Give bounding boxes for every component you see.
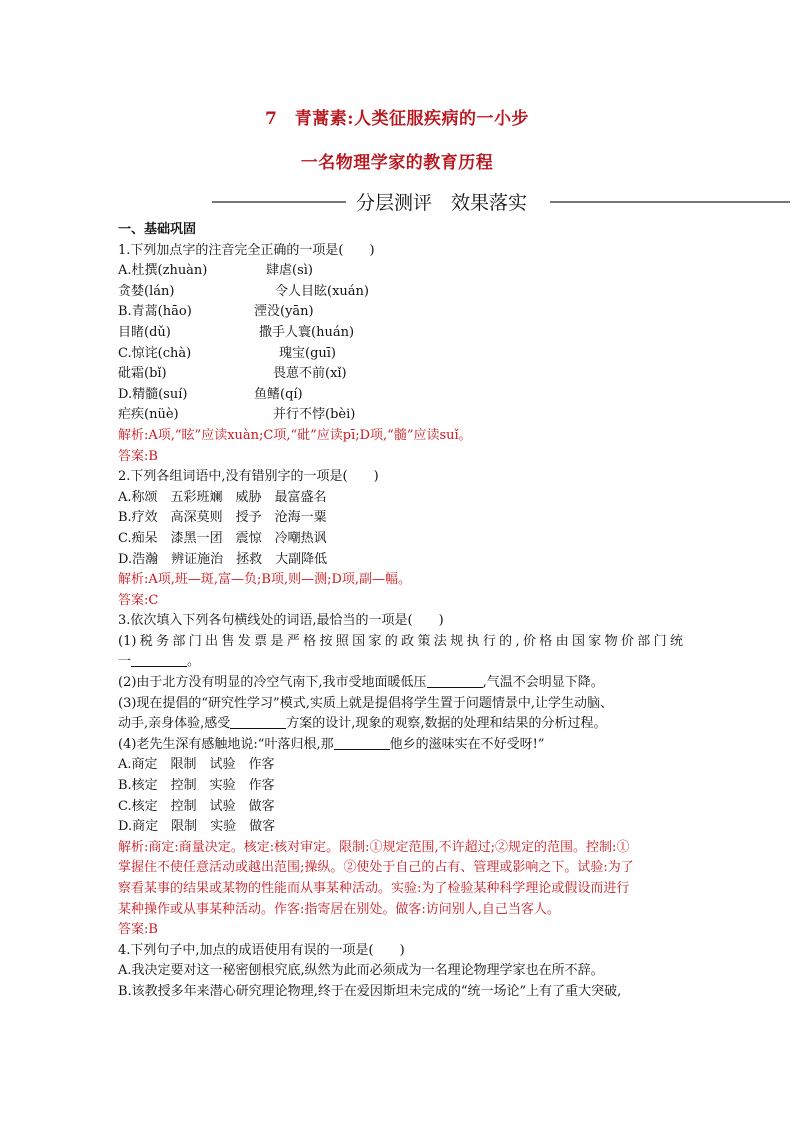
- q1-option-d-line1: [118, 385, 683, 406]
- q4-stem: 4.下列句子中,加点的成语使用有误的一项是( ): [118, 942, 405, 958]
- q3-analysis-part2: ①规定范围,不许超过;②规定的范围。: [369, 839, 587, 855]
- q1-d-word1: D.精髓(suí): [118, 386, 188, 402]
- q1-option-d-line2: [118, 405, 683, 426]
- q1-b-word2: 湮没(yān): [254, 304, 314, 320]
- q3-s2-text: (2)由于北方没有明显的冷空气南下,我市受地面暖低压: [118, 675, 427, 691]
- q2-option-a: A.称颂 五彩班斓 威胁 最富盛名: [118, 489, 327, 505]
- q4-option-a: A.我决定要对这一秘密刨根究底,纵然为此而必须成为一名理论物理学家也在所不辞。: [118, 963, 604, 979]
- q1-answer: 答案:B: [118, 448, 158, 464]
- q3-analysis-part1: 解析:商定:商量决定。核定:核对审定。限制:: [118, 839, 370, 855]
- q3-sentence1-line2: [118, 652, 683, 673]
- q3-sentence2: [118, 673, 683, 694]
- q1-option-c-line1: [118, 344, 683, 365]
- banner-title: 分层测评 效果落实: [356, 192, 528, 214]
- banner-divider-left: [212, 201, 346, 203]
- q3-stem: 3.依次填入下列各句横线处的词语,最恰当的一项是( ): [118, 613, 444, 629]
- q3-sentence3-line1: (3)现在提倡的“研究性学习”模式,实质上就是提倡将学生置于问题情景中,让学生动脑、: [118, 695, 613, 711]
- q1-c-word2: 瑰宝(guī): [279, 345, 336, 361]
- q1-d-word4: 并行不悖(bèi): [273, 407, 356, 423]
- q3-analysis-part4: ①: [616, 839, 630, 855]
- q1-a-word3: 贪婪(lán): [118, 283, 175, 299]
- q1-d-word2: 鱼鳍(qí): [254, 386, 303, 402]
- section-banner: [212, 188, 790, 216]
- q2-stem: 2.下列各组词语中,没有错别字的一项是( ): [118, 469, 379, 485]
- q3-analysis-line4: 某种操作或从事某种活动。作客:指寄居在别处。做客:访问别人,自己当客人。: [118, 901, 560, 917]
- q2-option-b: B.疗效 高深莫则 授予 沧海一粟: [118, 510, 327, 526]
- q1-c-word3: 砒霜(bǐ): [118, 366, 167, 382]
- q1-a-word1: A.杜撰(zhuàn): [118, 263, 208, 279]
- q1-c-word4: 畏葸不前(xǐ): [273, 366, 347, 382]
- q3-blank-2: [427, 673, 483, 688]
- q1-option-a-line2: [118, 282, 683, 303]
- q1-option-b-line1: [118, 302, 683, 323]
- q3-option-a: A.商定 限制 试验 作客: [118, 757, 275, 773]
- q3-option-b: B.核定 控制 实验 作客: [118, 778, 275, 794]
- q1-stem: 1.下列加点字的注音完全正确的一项是( ): [118, 242, 375, 258]
- q3-s4-text: (4)老先生深有感触地说:“叶落归根,那: [118, 736, 334, 752]
- q1-analysis: 解析:A项,“眩”应读xuàn;C项,“砒”应读pī;D项,“髓”应读suǐ。: [118, 427, 472, 443]
- exercise-content: [118, 220, 683, 1003]
- q3-sentence3-line2: [118, 714, 683, 735]
- q3-analysis-part6: ②使处于自己的占有、管理或影响之下。: [343, 860, 578, 876]
- q3-option-d: D.商定 限制 实验 做客: [118, 819, 276, 835]
- q1-b-word1: B.青蒿(hāo): [118, 304, 192, 320]
- banner-divider-right: [550, 201, 790, 203]
- lesson-title: 7 青蒿素:人类征服疾病的一小步: [264, 109, 530, 129]
- section-heading: 一、基础巩固: [118, 222, 197, 237]
- q3-s2-end: ,气温不会明显下降。: [482, 675, 604, 691]
- q1-option-b-line2: [118, 323, 683, 344]
- q3-option-c: C.核定 控制 试验 做客: [118, 798, 275, 814]
- q3-answer: 答案:B: [118, 922, 158, 938]
- q3-blank-4: [334, 735, 390, 750]
- q2-answer: 答案:C: [118, 592, 159, 608]
- q1-d-word3: 疟疾(nüè): [118, 407, 179, 423]
- q3-s1-end: 。: [187, 654, 201, 670]
- q2-option-d: D.浩瀚 辨证施治 拯救 大副降低: [118, 551, 328, 567]
- q3-analysis-line1: [118, 838, 683, 859]
- q3-s3-text: 动手,亲身体验,感受: [118, 716, 231, 732]
- q3-s3-end: 方案的设计,现象的观察,数据的处理和结果的分析过程。: [286, 716, 607, 732]
- q3-s1-text: 一: [118, 654, 132, 670]
- q3-analysis-line2: [118, 858, 683, 879]
- lesson-subtitle: 一名物理学家的教育历程: [300, 153, 494, 173]
- q3-analysis-line3: 察看某事的结果或某物的性能而从事某种活动。实验:为了检验某种科学理论或假设而进行: [118, 881, 630, 896]
- q2-option-c: C.痴呆 漆黑一团 震惊 冷嘲热讽: [118, 530, 327, 546]
- q3-analysis-part3: 控制:: [586, 839, 617, 855]
- q3-s4-end: 他乡的滋味实在不好受呀!”: [389, 736, 545, 752]
- q1-a-word2: 肆虐(sì): [266, 263, 313, 279]
- q3-blank-1: [131, 652, 187, 667]
- q2-analysis: 解析:A项,班—斑,富—负;B项,则—测;D项,副—幅。: [118, 572, 412, 588]
- q4-option-b: B.该教授多年来潜心研究理论物理,终于在爱因斯坦未完成的“统一场论”上有了重大突破,: [118, 983, 622, 999]
- q1-option-c-line2: [118, 364, 683, 385]
- q3-analysis-part7: 试验:为了: [577, 860, 634, 876]
- q3-sentence4: [118, 735, 683, 756]
- q1-option-a-line1: [118, 261, 683, 282]
- q1-b-word4: 撒手人寰(huán): [259, 324, 355, 340]
- q3-analysis-part5: 掌握住不使任意活动或越出范围;操纵。: [118, 860, 344, 876]
- q1-b-word3: 目睹(dǔ): [118, 324, 171, 340]
- q1-a-word4: 令人目眩(xuán): [275, 283, 369, 299]
- q1-c-word1: C.惊诧(chà): [118, 345, 192, 361]
- q3-blank-3: [230, 714, 286, 729]
- q3-sentence1-line1: (1)税务部门出售发票是严格按照国家的政策法规执行的,价格由国家物价部门统: [118, 633, 683, 649]
